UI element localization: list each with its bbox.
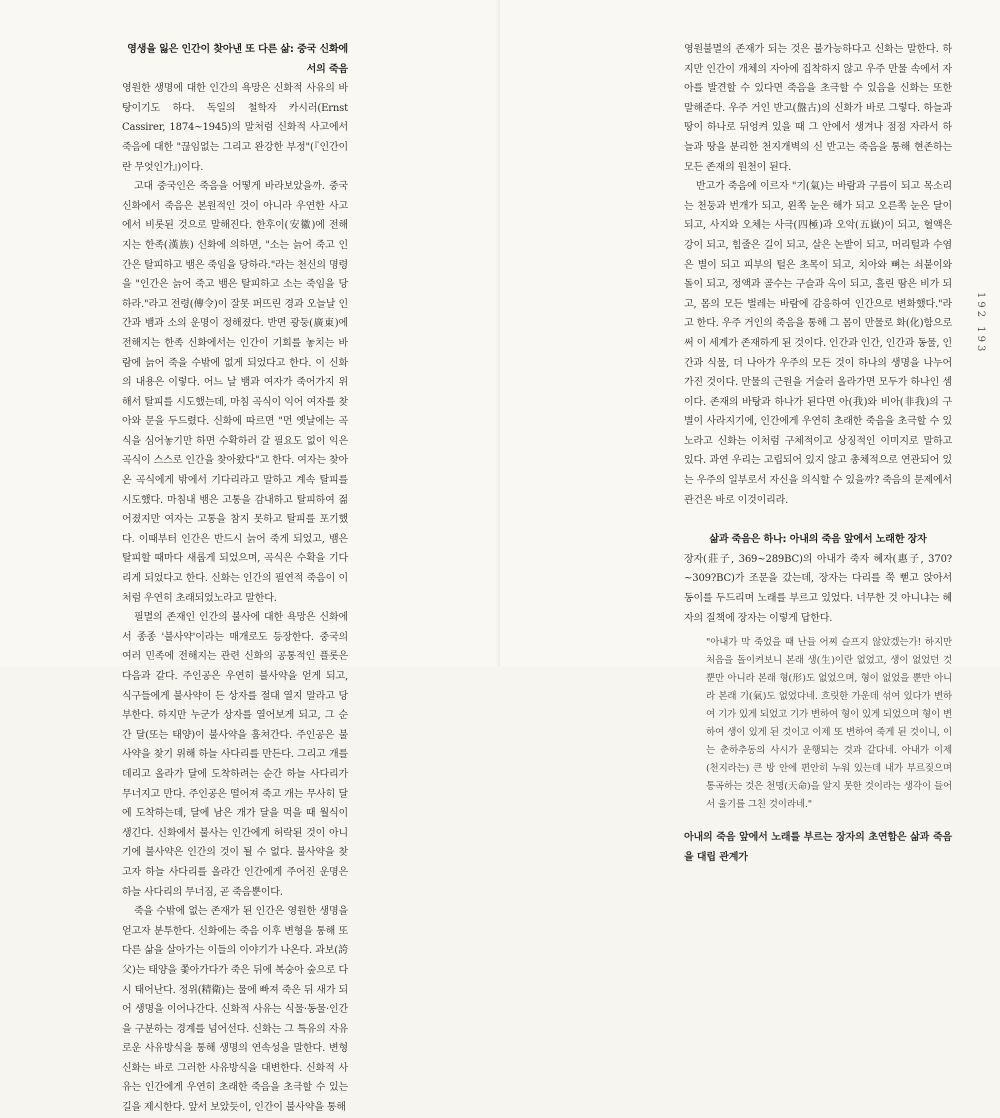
block-quote: "아내가 막 죽었을 때 난들 어찌 슬프지 않았겠는가! 하지만 처음을 돌이켜보니 본래 생(生)이란 없었고, 생이 없었던 것뿐만 아니라 본래 형(形)도 없었으며, 형이 없었을 뿐만 아니라 본래 기(氣)도 없었다네. 흐릿한 가운데 섞여 있다가 변하여 기가 있게 되었고 기가 변하여 형이 있게 되었으며 형이 변하여 생이 있게 된 것이고 이제 또 변하여 죽게 된 것이니, 이는 춘하추동의 사시가 운행되는 것과 같다네. 아내가 이제 (천지라는) 큰 방 안에 편안히 누워 있는데 내가 부르짖으며 통곡하는 것은 천명(天命)을 알지 못한 것이라는 생각이 들어서 울기를 그친 것이라네."	[706, 637, 952, 811]
paragraph-2: 고대 중국인은 죽음을 어떻게 바라보았을까. 중국 신화에서 죽음은 본원적인 것이 아니라 우연한 사고에서 비롯된 것으로 말해진다. 한후이(安徽)에 전해지는 한족(漢族) 신화에 의하면, "소는 늙어 죽고 인간은 탈피하고 뱀은 죽임을 당하라."라는 천신의 명령을 "인간은 늙어 죽고 뱀은 탈피하고 소는 죽임을 당하라."라고 전령(傳令)이 잘못 퍼뜨린 경과 오늘날 인간과 뱀과 소의 운명이 정해졌다. 반면 광둥(廣東)에 전해지는 한족 신화에서는 인간이 기회를 놓치는 바람에 늙어 죽을 수밖에 없게 되었다고 한다. 이 신화의 내용은 이렇다. 어느 날 뱀과 여자가 죽어가지 위해서 탈피를 시도했는데, 마침 곡식이 익어 여자를 찾아와 문을 두드렸다. 신화에 따르면 "먼 옛날에는 곡식을 심어놓기만 하면 수확하러 갈 필요도 없이 익은 곡식이 스스로 인간을 찾아왔다"고 한다. 여자는 찾아온 곡식에게 밖에서 기다리라고 말하고 계속 탈피를 시도했다. 마침내 뱀은 고통을 감내하고 탈피하여 젊어졌지만 여자는 고통을 참지 못하고 탈피를 포기했다. 이때부터 인간은 반드시 늙어 죽게 되었고, 뱀은 탈피할 때마다 새롭게 되었으며, 곡식은 수확을 기다리게 되었다고 한다. 신화는 인간의 필연적 죽음이 이처럼 우연히 초래되었노라고 말한다.	[122, 181, 348, 604]
paragraph-5: 영원불멸의 존재가 되는 것은 불가능하다고 신화는 말한다. 하지만 인간이 개체의 자아에 집착하지 않고 우주 만물 속에서 자아를 발견할 수 있다면 죽음을 초극할 수 있음을 신화는 또한 말해준다. 우주 거인 반고(盤古)의 신화가 바로 그렇다. 하늘과 땅이 하나로 뒤엉켜 있을 때 그 안에서 생겨나 점점 자라서 하늘과 땅을 분리한 천지개벽의 신 반고는 죽음을 통해 현존하는 모든 존재의 원천이 된다.	[684, 44, 952, 173]
right-page	[500, 0, 1000, 863]
right-text-column	[684, 40, 952, 867]
paragraph-1: 영원한 생명에 대한 인간의 욕망은 신화적 사유의 바탕이기도 하다. 독일의 철학자 카시러(Ernst Cassirer, 1874~1945)의 말처럼 신화적 사고에서 죽음에 대한 "끊임없는 그리고 완강한 부정"(『인간이란 무엇인가』)이다.	[122, 83, 348, 173]
paragraph-6: 반고가 죽음에 이르자 "기(氣)는 바람과 구름이 되고 목소리는 천둥과 번개가 되고, 왼쪽 눈은 해가 되고 오른쪽 눈은 달이 되고, 사지와 오체는 사극(四極)과 오악(五嶽)이 되고, 혈액은 강이 되고, 힘줄은 길이 되고, 살은 논밭이 되고, 머리털과 수염은 별이 되고 피부의 털은 초목이 되고, 치아와 뼈는 쇠붙이와 돌이 되고, 정액과 골수는 구슬과 옥이 되고, 흘린 땀은 비가 되고, 몸의 모든 벌레는 바람에 감응하여 인간으로 변화했다."라고 한다. 우주 거인의 죽음을 통해 그 몸이 만물로 화(化)함으로써 이 세계가 존재하게 된 것이다. 인간과 인간, 인간과 동물, 인간과 식물, 더 나아가 우주의 모든 것이 하나의 생명을 나누어 가진 것이다. 만물의 근원을 거슬러 올라가면 모두가 하나인 셈이다. 존재의 바탕과 하나가 된다면 아(我)와 비아(非我)의 구별이 사라지기에, 인간에게 우연히 초래한 죽음을 초극할 수 있노라고 신화는 이처럼 구체적이고 상징적인 이미지로 말하고 있다. 과연 우리는 고립되어 있지 않고 총체적으로 연관되어 있는 우주의 일부로서 자신을 의식할 수 있을까? 죽음의 문제에서 관건은 바로 이것이리라.	[684, 181, 952, 506]
page-numbers: 192 193	[975, 292, 986, 355]
left-page	[0, 0, 500, 1114]
spacer	[684, 510, 952, 530]
section-heading: 영생을 잃은 인간이 찾아낸 또 다른 삶: 중국 신화에서의 죽음	[127, 44, 348, 75]
paragraph-3: 필멸의 존재인 인간의 불사에 대한 욕망은 신화에서 종종 '불사약'이라는 매개로도 등장한다. 중국의 여러 민족에 전해지는 관련 신화의 공통적인 플롯은 다음과 같다. 주인공은 우연히 불사약을 얻게 되고, 식구들에게 불사약이 든 상자를 절대 열지 말라고 당부한다. 하지만 누군가 상자를 열어보게 되고, 그 순간 달(또는 태양)이 불사약을 훔쳐간다. 주인공은 불사약을 찾기 위해 하늘 사다리를 만든다. 그리고 개를 데리고 올라가 달에 도착하려는 순간 하늘 사다리가 무너지고 만다. 주인공은 떨어져 죽고 개는 무사히 달에 도착하는데, 달에 남은 개가 달을 먹을 때 월식이 생긴다. 신화에서 불사는 인간에게 허락된 것이 아니기에 불사약은 인간의 것이 될 수 없다. 불사약을 찾고자 하늘 사다리를 올라간 인간에게 주어진 운명은 하늘 사다리의 무너짐, 곧 죽음뿐이다.	[122, 612, 348, 898]
left-text-column	[122, 40, 348, 1118]
paragraph-7: 장자(莊子, 369~289BC)의 아내가 죽자 혜자(惠子, 370?~309?BC)가 조문을 갔는데, 장자는 다리를 쭉 뻗고 앉아서 동이를 두드리며 노래를 부르고 있었다. 너무한 것 아니냐는 혜자의 질책에 장자는 이렇게 답한다.	[684, 553, 952, 624]
paragraph-4: 죽을 수밖에 없는 존재가 된 인간은 영원한 생명을 얻고자 분투한다. 신화에는 죽음 이후 변형을 통해 또 다른 삶을 살아가는 이들의 이야기가 나온다. 과보(誇父)는 태양을 쫓아가다가 죽은 뒤에 복숭아 숲으로 다시 태어난다. 정위(精衛)는 물에 빠져 죽은 뒤 새가 되어 생명을 이어나간다. 신화적 사유는 식물·동물·인간을 구분하는 경계를 넘어선다. 신화는 그 특유의 자유로운 사유방식을 통해 생명의 연속성을 말한다. 변형 신화는 바로 그러한 사유방식을 대변한다. 신화적 사유는 인간에게 우연히 초래한 죽음을 초극할 수 있는 길을 제시한다. 앞서 보았듯이, 인간이 불사약을 통해	[122, 906, 348, 1114]
section-heading-2: 삶과 죽음은 하나: 아내의 죽음 앞에서 노래한 장자	[709, 534, 927, 546]
closing-line: 아내의 죽음 앞에서 노래를 부르는 장자의 초연함은 삶과 죽음을 대립 관계가	[684, 832, 952, 863]
